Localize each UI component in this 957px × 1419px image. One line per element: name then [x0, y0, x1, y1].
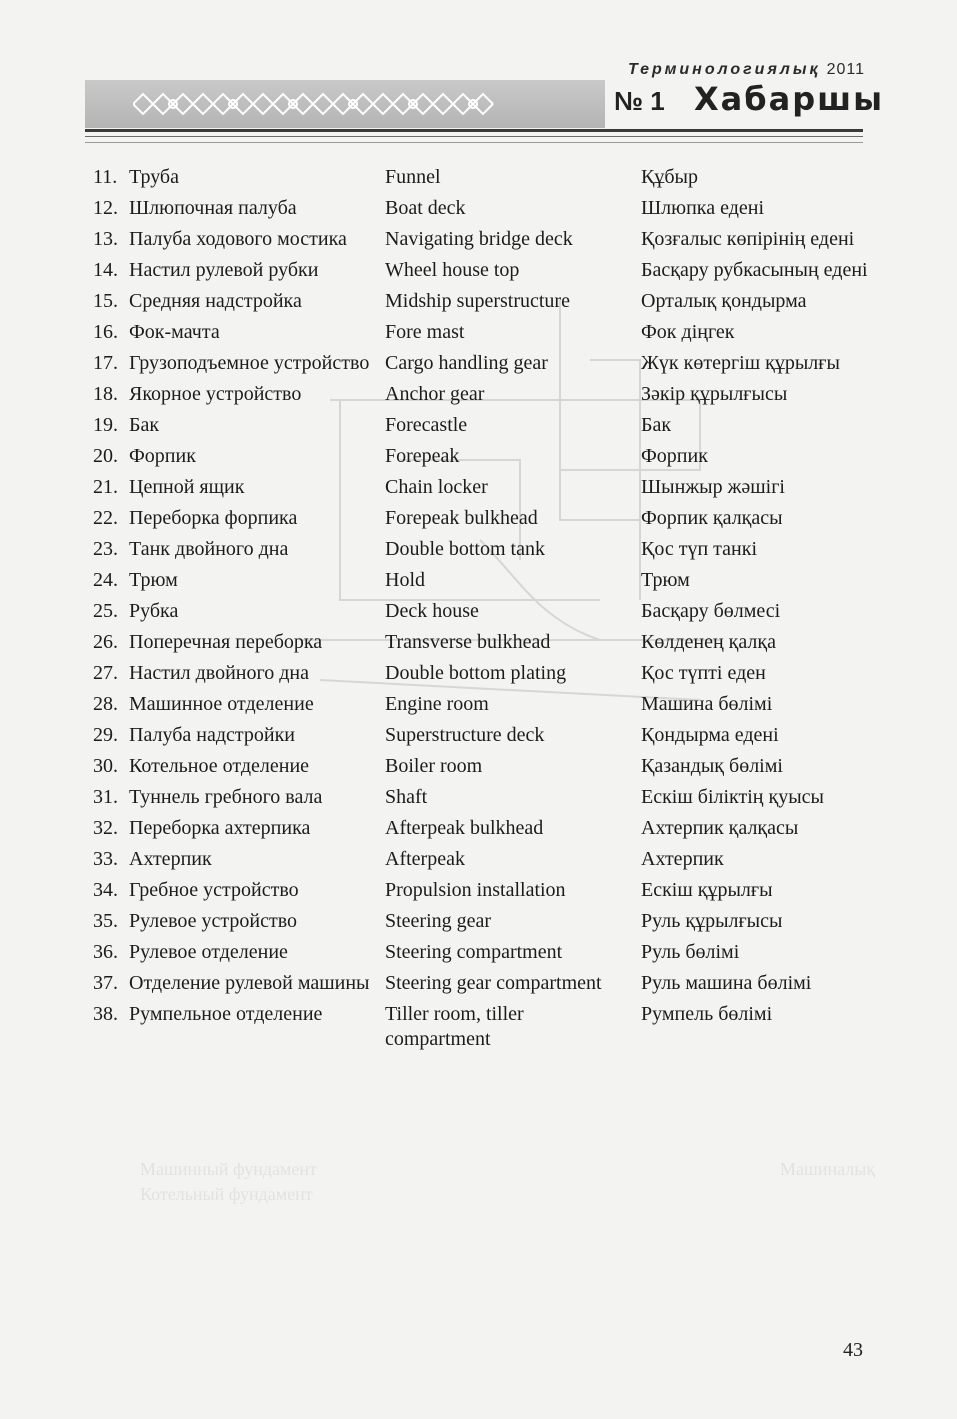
- term-number: 12.: [93, 197, 118, 219]
- term-english: Cargo handling gear: [385, 352, 548, 374]
- journal-name: Терминологиялық 2011: [627, 61, 865, 78]
- term-english: Propulsion installation: [385, 879, 566, 901]
- term-russian: Настил двойного дна: [129, 662, 309, 684]
- term-row: [0, 227, 957, 258]
- term-russian: Рулевое отделение: [129, 941, 288, 963]
- term-row: [0, 475, 957, 506]
- term-number: 15.: [93, 290, 118, 312]
- term-row: [0, 785, 957, 816]
- term-russian: Форпик: [129, 445, 196, 467]
- term-number: 34.: [93, 879, 118, 901]
- term-english: Shaft: [385, 786, 428, 808]
- term-list: [0, 165, 957, 1058]
- term-russian: Румпельное отделение: [129, 1003, 323, 1025]
- issue-number: № 1: [614, 86, 665, 116]
- term-row: [0, 382, 957, 413]
- term-english: Steering gear: [385, 910, 492, 932]
- term-russian: Труба: [129, 166, 179, 188]
- term-row: [0, 1002, 957, 1058]
- term-row: [0, 351, 957, 382]
- header-ornament-band: [85, 80, 605, 128]
- page-number: 43: [843, 1339, 863, 1361]
- term-kazakh: Форпик: [641, 445, 708, 467]
- header-rule: [85, 142, 863, 143]
- term-row: [0, 599, 957, 630]
- term-english: Fore mast: [385, 321, 465, 343]
- term-kazakh: Шлюпка едені: [641, 197, 765, 219]
- term-number: 11.: [93, 166, 118, 188]
- svg-text:Машинный фундамент: Машинный фундамент: [140, 1159, 317, 1179]
- term-row: [0, 971, 957, 1002]
- term-number: 33.: [93, 848, 118, 870]
- term-row: [0, 878, 957, 909]
- term-english: Afterpeak: [385, 848, 465, 870]
- term-row: [0, 258, 957, 289]
- term-russian: Палуба надстройки: [129, 724, 296, 746]
- term-russian: Палуба ходового мостика: [129, 228, 347, 250]
- term-kazakh: Бак: [641, 414, 672, 436]
- term-number: 20.: [93, 445, 118, 467]
- term-row: [0, 692, 957, 723]
- term-russian: Фок-мачта: [129, 321, 220, 343]
- term-kazakh: Көлденең қалқа: [641, 631, 776, 653]
- term-kazakh: Ескіш біліктің қуысы: [641, 786, 824, 808]
- term-english: Forepeak: [385, 445, 460, 467]
- term-russian: Бак: [129, 414, 160, 436]
- term-russian: Переборка форпика: [129, 507, 298, 529]
- term-row: [0, 630, 957, 661]
- term-number: 31.: [93, 786, 118, 808]
- term-english: Forepeak bulkhead: [385, 507, 538, 529]
- ornament-pattern: [133, 86, 533, 122]
- term-kazakh: Румпель бөлімі: [641, 1003, 773, 1025]
- journal-year: 2011: [826, 61, 865, 78]
- term-number: 23.: [93, 538, 118, 560]
- term-russian: Туннель гребного вала: [129, 786, 323, 808]
- term-row: [0, 568, 957, 599]
- term-row: [0, 661, 957, 692]
- term-number: 21.: [93, 476, 118, 498]
- term-number: 24.: [93, 569, 118, 591]
- term-row: [0, 320, 957, 351]
- term-english: Boat deck: [385, 197, 466, 219]
- term-kazakh: Руль бөлімі: [641, 941, 740, 963]
- term-kazakh: Ескіш құрылғы: [641, 879, 773, 901]
- term-row: [0, 196, 957, 227]
- term-english: Double bottom plating: [385, 662, 567, 684]
- term-english: Afterpeak bulkhead: [385, 817, 544, 839]
- term-english: Midship superstructure: [385, 290, 570, 312]
- header-rule: [85, 129, 863, 132]
- term-russian: Поперечная переборка: [129, 631, 323, 653]
- term-russian: Грузоподъемное устройство: [129, 352, 370, 374]
- term-number: 29.: [93, 724, 118, 746]
- term-number: 36.: [93, 941, 118, 963]
- term-kazakh: Ахтерпик қалқасы: [641, 817, 799, 839]
- term-number: 35.: [93, 910, 118, 932]
- term-kazakh: Руль машина бөлімі: [641, 972, 812, 994]
- header-rule: [85, 136, 863, 137]
- term-number: 30.: [93, 755, 118, 777]
- term-number: 17.: [93, 352, 118, 374]
- term-kazakh: Форпик қалқасы: [641, 507, 783, 529]
- term-russian: Рубка: [129, 600, 179, 622]
- term-number: 25.: [93, 600, 118, 622]
- term-kazakh: Орталық қондырма: [641, 290, 807, 312]
- term-row: [0, 909, 957, 940]
- term-kazakh: Қозғалыс көпірінің едені: [641, 228, 855, 250]
- term-russian: Трюм: [129, 569, 178, 591]
- term-number: 22.: [93, 507, 118, 529]
- term-number: 14.: [93, 259, 118, 281]
- term-number: 37.: [93, 972, 118, 994]
- svg-text:Котельный фундамент: Котельный фундамент: [140, 1184, 313, 1204]
- svg-text:Машиналық: Машиналық: [780, 1159, 876, 1179]
- term-kazakh: Шынжыр жәшігі: [641, 476, 785, 498]
- term-english: Funnel: [385, 166, 441, 188]
- term-russian: Гребное устройство: [129, 879, 299, 901]
- term-number: 28.: [93, 693, 118, 715]
- term-kazakh: Ахтерпик: [641, 848, 724, 870]
- term-russian: Шлюпочная палуба: [129, 197, 297, 219]
- term-kazakh: Қазандық бөлімі: [641, 755, 783, 777]
- term-english: Double bottom tank: [385, 538, 545, 560]
- term-russian: Якорное устройство: [129, 383, 302, 405]
- term-number: 19.: [93, 414, 118, 436]
- term-number: 13.: [93, 228, 118, 250]
- term-english: Engine room: [385, 693, 489, 715]
- term-number: 26.: [93, 631, 118, 653]
- term-kazakh: Құбыр: [641, 166, 698, 188]
- term-kazakh: Машина бөлімі: [641, 693, 773, 715]
- term-english: Tiller room, tiller compartment: [385, 1003, 524, 1050]
- term-kazakh: Қондырма едені: [641, 724, 779, 746]
- journal-title: Хабаршы: [694, 80, 885, 118]
- term-row: [0, 289, 957, 320]
- term-english: Deck house: [385, 600, 479, 622]
- term-row: [0, 413, 957, 444]
- term-kazakh: Зәкір құрылғысы: [641, 383, 788, 405]
- term-kazakh: Жүк көтергіш құрылғы: [641, 352, 840, 374]
- term-english: Wheel house top: [385, 259, 520, 281]
- term-kazakh: Қос түп танкі: [641, 538, 757, 560]
- term-russian: Танк двойного дна: [129, 538, 289, 560]
- term-kazakh: Фок діңгек: [641, 321, 735, 343]
- term-english: Boiler room: [385, 755, 483, 777]
- term-kazakh: Басқару рубкасының едені: [641, 259, 868, 281]
- term-russian: Ахтерпик: [129, 848, 212, 870]
- term-russian: Отделение рулевой машины: [129, 972, 370, 994]
- term-row: [0, 165, 957, 196]
- term-english: Hold: [385, 569, 425, 591]
- term-russian: Котельное отделение: [129, 755, 310, 777]
- term-row: [0, 444, 957, 475]
- term-english: Navigating bridge deck: [385, 228, 573, 250]
- term-english: Forecastle: [385, 414, 468, 436]
- term-kazakh: Басқару бөлмесі: [641, 600, 781, 622]
- term-russian: Настил рулевой рубки: [129, 259, 319, 281]
- term-english: Steering gear compartment: [385, 972, 602, 994]
- term-english: Chain locker: [385, 476, 488, 498]
- term-russian: Машинное отделение: [129, 693, 314, 715]
- term-row: [0, 940, 957, 971]
- term-kazakh: Қос түпті еден: [641, 662, 766, 684]
- term-russian: Средняя надстройка: [129, 290, 302, 312]
- term-row: [0, 506, 957, 537]
- term-number: 18.: [93, 383, 118, 405]
- term-russian: Рулевое устройство: [129, 910, 298, 932]
- term-english: Transverse bulkhead: [385, 631, 551, 653]
- term-row: [0, 754, 957, 785]
- term-kazakh: Руль құрылғысы: [641, 910, 783, 932]
- term-english: Anchor gear: [385, 383, 485, 405]
- term-russian: Цепной ящик: [129, 476, 245, 498]
- term-row: [0, 847, 957, 878]
- term-row: [0, 537, 957, 568]
- term-english: Superstructure deck: [385, 724, 545, 746]
- term-number: 38.: [93, 1003, 118, 1025]
- term-english: Steering compartment: [385, 941, 563, 963]
- term-number: 27.: [93, 662, 118, 684]
- term-kazakh: Трюм: [641, 569, 690, 591]
- term-row: [0, 816, 957, 847]
- term-number: 32.: [93, 817, 118, 839]
- term-number: 16.: [93, 321, 118, 343]
- term-row: [0, 723, 957, 754]
- term-russian: Переборка ахтерпика: [129, 817, 311, 839]
